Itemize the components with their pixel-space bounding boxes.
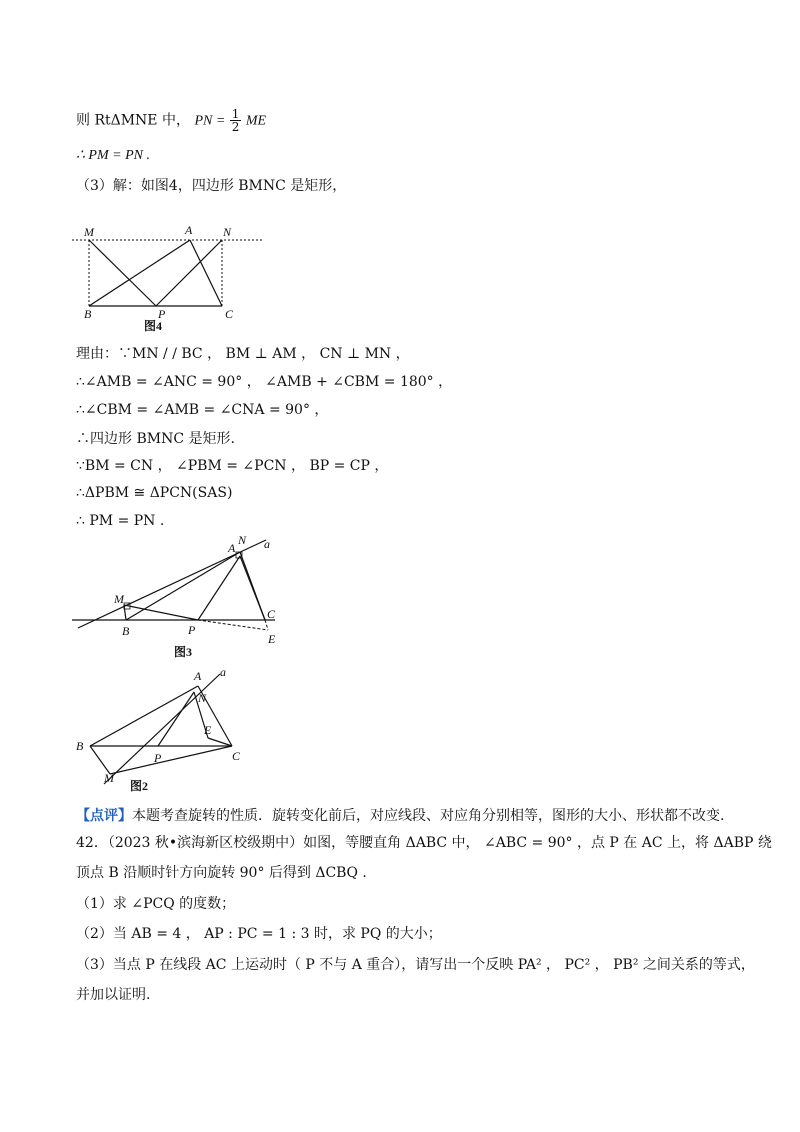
fig3-line-pe-dashed xyxy=(198,620,268,630)
fig2-label-n: N xyxy=(198,691,207,705)
fig4-line-np xyxy=(156,240,222,306)
problem42-q3: （3）当点 P 在线段 AC 上运动时（ P 不与 A 重合），请写出一个反映 PA² ， PC² ， PB² 之间关系的等式， xyxy=(76,957,755,973)
fraction-numerator: 1 xyxy=(231,107,240,121)
part3-intro: （3）解：如图4，四边形 BMNC 是矩形， xyxy=(76,178,347,194)
fig2-caption: 图2 xyxy=(130,779,149,793)
fig3-label-c: C xyxy=(267,607,276,621)
fig2-label-e: E xyxy=(204,723,212,737)
fig3-label-m: M xyxy=(114,592,124,606)
fig4-label-m: M xyxy=(84,225,94,239)
reason-line-5: ∵BM = CN ， ∠PBM = ∠PCN ， BP = CP ， xyxy=(76,458,389,474)
problem42-line-2: 顶点 B 沿顺时针方向旋转 90° 后得到 ΔCBQ . xyxy=(76,865,367,881)
fig4-line-ac xyxy=(190,240,222,306)
fig4-line-ba xyxy=(89,240,190,306)
fig3-caption: 图3 xyxy=(174,645,193,659)
fig2-label-b: B xyxy=(76,739,84,753)
fig3-label-a: A xyxy=(228,541,236,555)
fig3-line-pn xyxy=(198,556,240,620)
fig2-label-a-line: a xyxy=(220,665,226,679)
fig3-label-e: E xyxy=(268,632,276,646)
fig2-line-pn xyxy=(158,692,194,746)
fig4-label-a: A xyxy=(185,223,193,237)
problem42-q3-cont: 并加以证明. xyxy=(76,987,151,1003)
fig3-line-nc xyxy=(240,556,265,620)
fig4-line-mp xyxy=(89,240,156,306)
fig2-label-p: P xyxy=(154,751,162,765)
fraction-one-half xyxy=(230,108,242,133)
fig2-label-a: A xyxy=(194,669,202,683)
fig4-label-b: B xyxy=(84,307,92,321)
fraction-denominator: 2 xyxy=(231,120,240,134)
proof-line-2: ∴ PM = PN . xyxy=(76,148,150,163)
comment-tag: 【点评】 xyxy=(76,808,132,824)
fig2-line-ba xyxy=(90,686,198,746)
fig4-caption: 图4 xyxy=(144,319,163,333)
fig2-label-c: C xyxy=(232,749,241,763)
reason-line-2: ∴∠AMB = ∠ANC = 90° ， ∠AMB + ∠CBM = 180° ， xyxy=(76,374,453,390)
comment-line xyxy=(76,806,724,826)
fig4-label-n: N xyxy=(223,225,232,239)
problem42-q2: （2）当 AB = 4 ， AP : PC = 1 : 3 时，求 PQ 的大小； xyxy=(76,926,442,942)
problem42-q1: （1）求 ∠PCQ 的度数； xyxy=(76,896,236,912)
fig2-line-mc xyxy=(110,746,232,774)
figure-3 xyxy=(70,530,310,660)
fig4-label-c: C xyxy=(225,307,234,321)
formula-me: ME xyxy=(245,113,267,129)
reason-line-1: 理由：∵MN / / BC ， BM ⊥ AM ， CN ⊥ MN ， xyxy=(76,346,410,362)
fig2-line-bm xyxy=(90,746,110,774)
figure-2 xyxy=(70,664,270,794)
reason-line-4: ∴四边形 BMNC 是矩形. xyxy=(76,431,235,447)
reason-line-6: ∴ΔPBM ≅ ΔPCN(SAS) xyxy=(76,485,233,501)
fig3-label-a-line: a xyxy=(264,537,270,551)
problem42-line-1: 42．（2023 秋•滨海新区校级期中）如图，等腰直角 ΔABC 中， ∠ABC = 90° ，点 P 在 AC 上，将 ΔABP 绕 xyxy=(76,835,772,851)
fig4-label-p: P xyxy=(158,307,166,321)
fig3-label-p: P xyxy=(188,623,196,637)
fig3-line-ce-dashed xyxy=(265,620,268,630)
figure-4 xyxy=(72,222,272,334)
fig3-line-ba xyxy=(126,552,240,620)
formula-pn-lhs: PN = xyxy=(194,113,226,129)
reason-line-3: ∴∠CBM = ∠AMB = ∠CNA = 90° ， xyxy=(76,402,329,418)
fig3-line-mp xyxy=(124,605,198,620)
proof-line-1 xyxy=(76,108,266,133)
comment-text: 本题考查旋转的性质．旋转变化前后，对应线段、对应角分别相等，图形的大小、形状都不改变. xyxy=(132,808,725,824)
fig3-label-b: B xyxy=(122,624,130,638)
fig3-label-n: N xyxy=(238,533,247,547)
fig2-label-m: M xyxy=(104,771,114,785)
proof-line-1-prefix: 则 RtΔMNE 中， xyxy=(76,112,190,129)
reason-line-7: ∴ PM = PN . xyxy=(76,513,165,529)
